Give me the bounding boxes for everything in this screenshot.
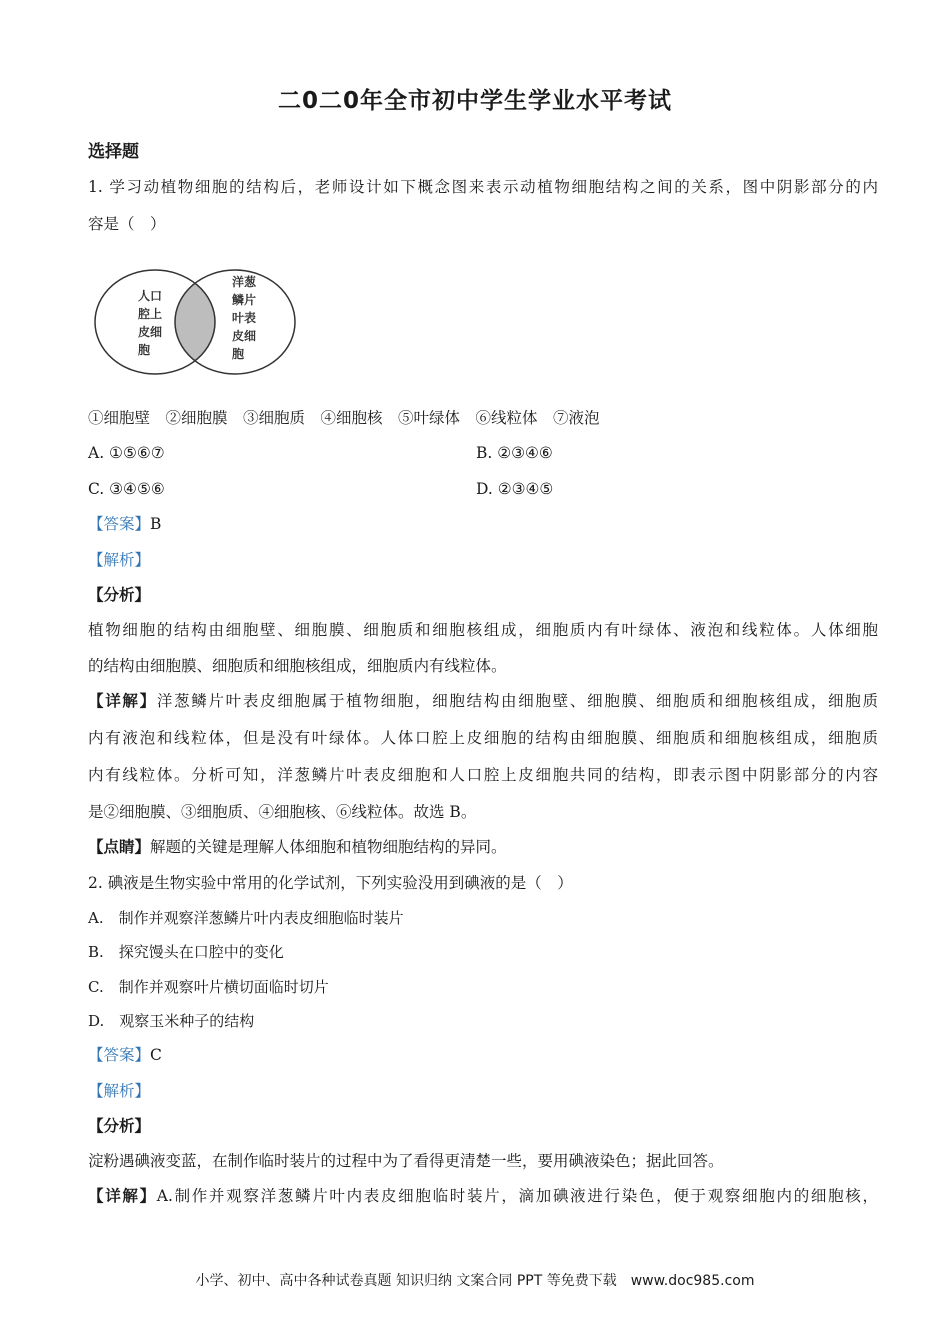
q1-analysis-tag: 【解析】 [88,551,151,569]
q1-structure-items: ①细胞壁 ②细胞膜 ③细胞质 ④细胞核 ⑤叶绿体 ⑥线粒体 ⑦液泡 [88,409,600,427]
q1-answer-value: B [150,515,162,533]
q2-detail-line-1 [88,1186,878,1206]
q1-answer [88,514,878,534]
q2-answer-value: C [150,1046,162,1064]
venn-diagram [90,262,305,382]
venn-left-label-3: 皮细 [138,325,163,339]
q2-analysis-tag: 【解析】 [88,1082,151,1100]
q1-stem-line-2: 容是（ ） [88,215,166,233]
q2-detail-tag: 【详解】 [88,1187,157,1205]
q2-stem: 2. 碘液是生物实验中常用的化学试剂，下列实验没用到碘液的是（ ） [88,874,573,892]
venn-right-label-2: 鳞片 [232,293,257,307]
q2-answer [88,1045,878,1065]
q2-fenxi-tag: 【分析】 [88,1117,151,1135]
q1-option-d: D. ②③④⑤ [476,480,554,498]
venn-left-label-4: 胞 [138,343,151,357]
q1-detail-text-1: 洋葱鳞片叶表皮细胞属于植物细胞，细胞结构由细胞壁、细胞膜、细胞质和细胞核组成，细胞质 [156,692,878,710]
q1-detail-line-1 [88,691,878,711]
q1-detail-line-4: 是②细胞膜、③细胞质、④细胞核、⑥线粒体。故选 B。 [88,803,477,821]
q1-stem-line-1: 1. 学习动植物细胞的结构后，老师设计如下概念图来表示动植物细胞结构之间的关系，图中阴影部分的内 [88,178,878,196]
q1-option-b: B. ②③④⑥ [476,444,553,462]
q1-fenxi-tag: 【分析】 [88,586,151,604]
venn-left-label-1: 人口 [138,289,163,303]
q1-answer-tag: 【答案】 [88,515,151,533]
q2-answer-tag: 【答案】 [88,1046,151,1064]
q1-dianjing-tag: 【点睛】 [88,838,151,856]
venn-right-label-1: 洋葱 [232,275,257,289]
q1-detail-line-2: 内有液泡和线粒体，但是没有叶绿体。人体口腔上皮细胞的结构由细胞膜、细胞质和细胞核组成，细胞质 [88,729,878,747]
q2-fenxi-text: 淀粉遇碘液变蓝，在制作临时装片的过程中为了看得更清楚一些，要用碘液染色；据此回答。 [88,1152,724,1170]
q2-option-a: A. 制作并观察洋葱鳞片叶内表皮细胞临时装片 [88,909,404,927]
venn-left-label-2: 腔上 [138,307,163,321]
venn-right-label-5: 胞 [232,347,245,361]
q1-dianjing-text: 解题的关键是理解人体细胞和植物细胞结构的异同。 [150,838,507,856]
q2-detail-text-1: A.制作并观察洋葱鳞片叶内表皮细胞临时装片，滴加碘液进行染色，便于观察细胞内的细胞核， [156,1187,878,1205]
section-heading: 选择题 [88,142,139,162]
q2-option-c: C. 制作并观察叶片横切面临时切片 [88,978,329,996]
page-footer: 小学、初中、高中各种试卷真题 知识归纳 文案合同 PPT 等免费下载 www.doc985.com [195,1273,755,1289]
q1-detail-tag: 【详解】 [88,692,157,710]
page-title: 二0二0年全市初中学生学业水平考试 [277,88,672,114]
venn-right-label-4: 皮细 [232,329,257,343]
q1-option-c: C. ③④⑤⑥ [88,480,165,498]
q1-detail-line-3: 内有线粒体。分析可知，洋葱鳞片叶表皮细胞和人口腔上皮细胞共同的结构，即表示图中阴影部分的内容 [88,766,878,784]
q2-option-b: B. 探究馒头在口腔中的变化 [88,943,284,961]
q1-option-a: A. ①⑤⑥⑦ [88,444,165,462]
q2-option-d: D. 观察玉米种子的结构 [88,1012,255,1030]
q1-fenxi-line-2: 的结构由细胞膜、细胞质和细胞核组成，细胞质内有线粒体。 [88,657,507,675]
q1-fenxi-line-1: 植物细胞的结构由细胞壁、细胞膜、细胞质和细胞核组成，细胞质内有叶绿体、液泡和线粒体。人体细胞 [88,621,878,639]
q1-dianjing [88,837,878,857]
venn-right-label-3: 叶表 [232,311,257,325]
